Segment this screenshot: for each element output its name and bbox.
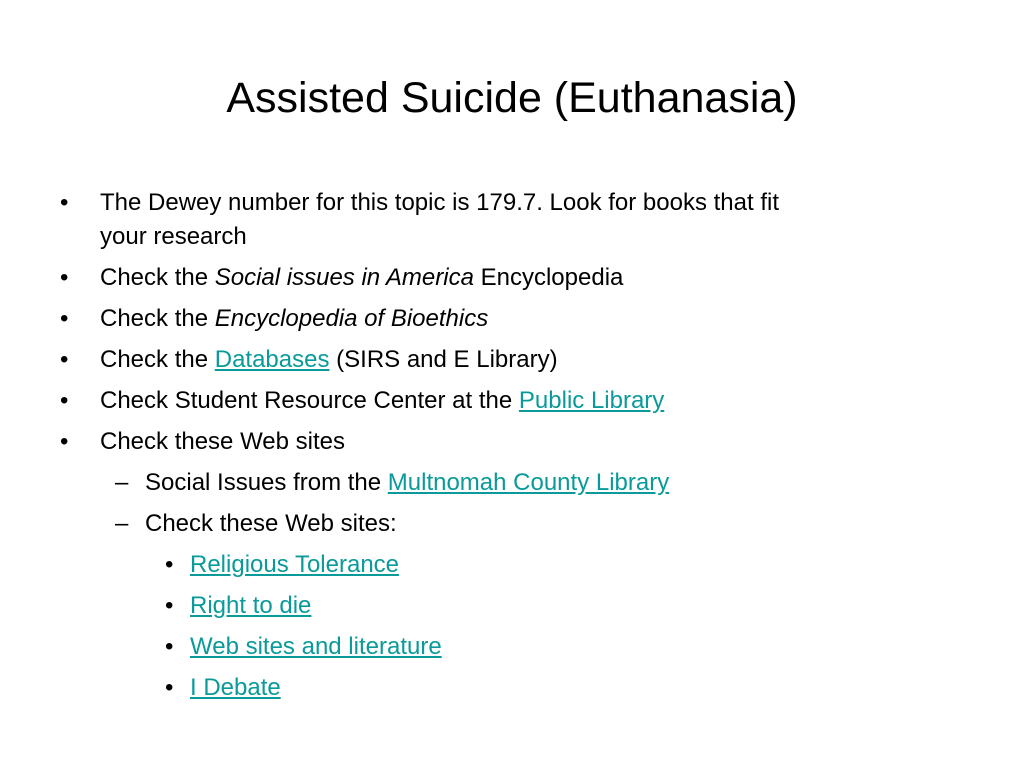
bullet-marker: • [60, 264, 69, 291]
bullet-text: Check the [100, 346, 215, 373]
public-library-link[interactable]: Public Library [518, 387, 665, 414]
bullet-text: Encyclopedia [473, 264, 624, 291]
bullet-marker: • [165, 674, 174, 701]
bullet-social-issues [100, 261, 623, 294]
bullet-marker: • [165, 592, 174, 619]
bullet-public-library [100, 384, 664, 417]
slide-title: Assisted Suicide (Euthanasia) [226, 74, 798, 122]
religious-tolerance-link[interactable]: Religious Tolerance [190, 551, 400, 578]
databases-link[interactable]: Databases [214, 346, 330, 373]
bullet-web-sites: Check these Web sites [100, 428, 346, 455]
dash-marker: – [115, 469, 129, 496]
bullet-databases [100, 343, 558, 376]
encyclopedia-title: Social issues in America [214, 264, 474, 291]
encyclopedia-title: Encyclopedia of Bioethics [214, 305, 489, 332]
bullet-bioethics [100, 302, 488, 335]
sub-bullet-multnomah [145, 466, 669, 499]
bullet-marker: • [165, 551, 174, 578]
bullet-text: (SIRS and E Library) [329, 346, 558, 373]
i-debate-link[interactable]: I Debate [190, 674, 281, 701]
bullet-text: Check Student Resource Center at the [100, 387, 519, 414]
bullet-marker: • [60, 346, 69, 373]
dash-marker: – [115, 510, 129, 537]
web-sites-literature-link[interactable]: Web sites and literature [190, 633, 442, 660]
bullet-dewey-line2: your research [100, 223, 247, 250]
bullet-marker: • [60, 189, 69, 216]
bullet-marker: • [60, 305, 69, 332]
right-to-die-link[interactable]: Right to die [190, 592, 312, 619]
bullet-marker: • [60, 387, 69, 414]
bullet-text: Check the [100, 305, 215, 332]
sub-bullet-check-sites: Check these Web sites: [145, 510, 397, 537]
bullet-marker: • [165, 633, 174, 660]
bullet-marker: • [60, 428, 69, 455]
multnomah-library-link[interactable]: Multnomah County Library [387, 469, 670, 496]
sub-bullet-text: Social Issues from the [145, 469, 388, 496]
bullet-text: Check the [100, 264, 215, 291]
bullet-dewey-line1: The Dewey number for this topic is 179.7. Look for books that fit [100, 189, 780, 216]
